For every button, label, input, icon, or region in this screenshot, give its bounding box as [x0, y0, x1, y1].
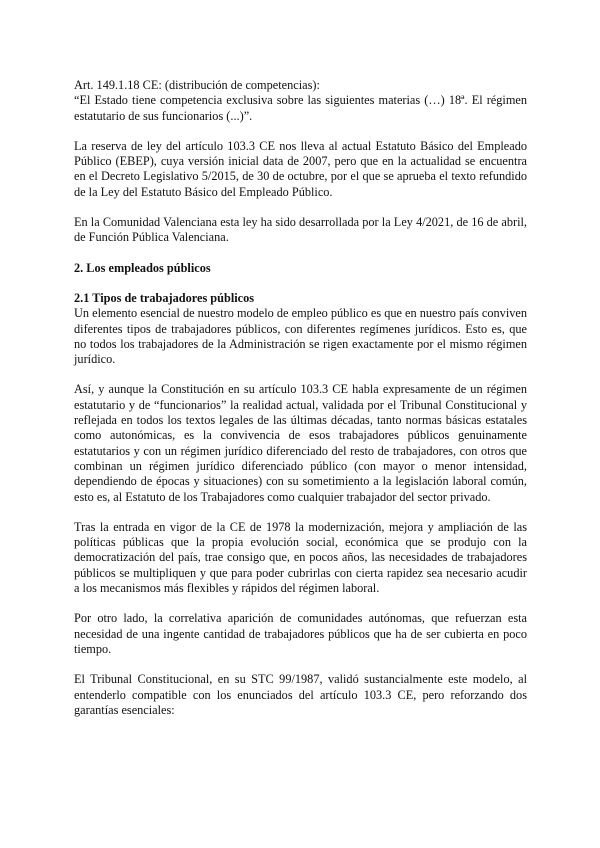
paragraph-por-otro-lado: Por otro lado, la correlativa aparición de comunidades autónomas, que refuerzan esta necesidad de una ingente cantidad de trabajadores públicos que ha de ser cubierta en poco tiempo.	[74, 611, 527, 656]
subsection-heading: 2.1 Tipos de trabajadores públicos	[74, 290, 255, 305]
paragraph-spacer	[74, 505, 527, 520]
paragraph-comunidad-valenciana: En la Comunidad Valenciana esta ley ha sido desarrollada por la Ley 4/2021, de 16 de abril, de Función Pública Valenciana.	[74, 215, 527, 245]
paragraph-spacer	[74, 367, 527, 382]
paragraph-spacer	[74, 124, 527, 139]
paragraph-asi: Así, y aunque la Constitución en su artículo 103.3 CE habla expresamente de un régimen estatutario y de “funcionarios” la realidad actual, validada por el Tribunal Constitucional y reflejada en todos los textos legales de las últimas décadas, tanto normas básicas estatales como autonómicas, es la convivencia de esos trabajadores públicos genuinamente estatutarios y con un régimen jurídico diferenciado del resto de trabajadores, con otros que combinan un régimen jurídico diferenciado público (con mayor o menor intensidad, dependiendo de épocas y situaciones) con su sometimiento a la legislación laboral común, esto es, al Estatuto de los Trabajadores como cualquier trabajador del sector privado.	[74, 382, 527, 504]
document-body	[74, 78, 527, 718]
paragraph-spacer	[74, 657, 527, 672]
paragraph-tribunal-constitucional: El Tribunal Constitucional, en su STC 99/1987, validó sustancialmente este modelo, al entenderlo compatible con los enunciados del artículo 103.3 CE, pero reforzando dos garantías esenciales:	[74, 672, 527, 717]
section-heading: 2. Los empleados públicos	[74, 260, 211, 275]
paragraph-spacer	[74, 246, 527, 261]
constitution-quote: “El Estado tiene competencia exclusiva sobre las siguientes materias (…) 18ª. El régimen estatutario de sus funcionarios (...)”.	[74, 93, 527, 123]
paragraph-spacer	[74, 596, 527, 611]
paragraph-elemento-esencial: Un elemento esencial de nuestro modelo de empleo público es que en nuestro país conviven diferentes tipos de trabajadores públicos, con diferentes regímenes jurídicos. Esto es, que no todos los trabajadores de la Administración se rigen exactamente por el mismo régimen jurídico.	[74, 306, 527, 367]
paragraph-spacer	[74, 200, 527, 215]
paragraph-reserva-ley: La reserva de ley del artículo 103.3 CE nos lleva al actual Estatuto Básico del Empleado Público (EBEP), cuya versión inicial data de 2007, pero que en la actualidad se encuentra en el Decreto Legislativo 5/2015, de 30 de octubre, por el que se aprueba el texto refundido de la Ley del Estatuto Básico del Empleado Público.	[74, 138, 527, 199]
paragraph-tras-la-entrada: Tras la entrada en vigor de la CE de 1978 la modernización, mejora y ampliación de las políticas públicas que la propia evolución social, económica que se produjo con la democratización del país, trae consigo que, en pocos años, las necesidades de trabajadores públicos se multipliquen y que para poder cubrirlas con cierta rapidez sea necesario acudir a los mecanismos más flexibles y rápidos del régimen laboral.	[74, 519, 527, 596]
paragraph-spacer	[74, 276, 527, 291]
article-reference: Art. 149.1.18 CE: (distribución de competencias):	[74, 78, 320, 92]
